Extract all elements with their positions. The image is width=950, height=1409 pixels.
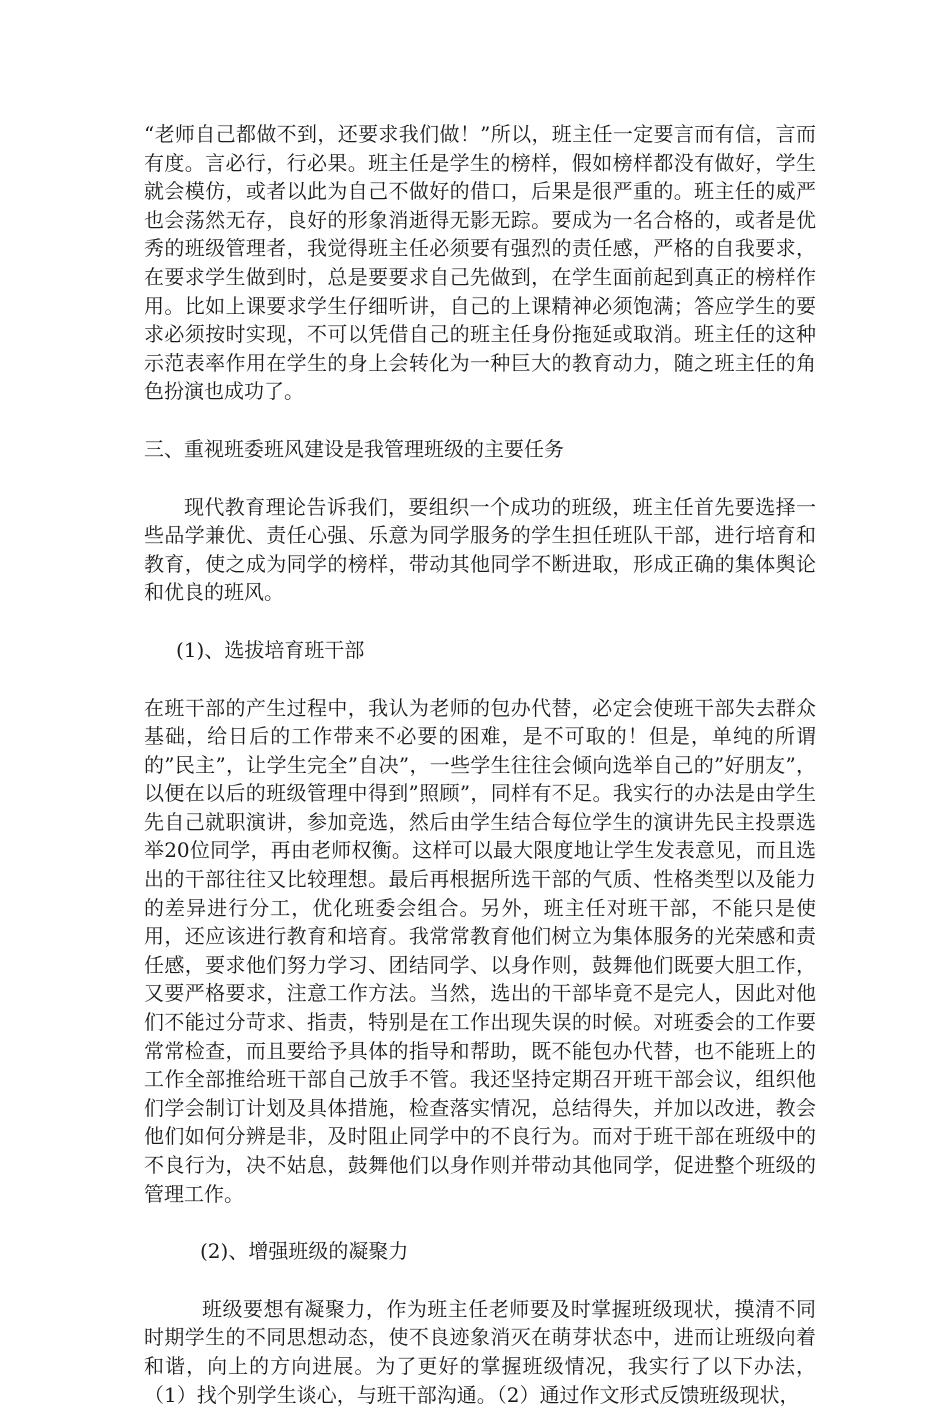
paragraph-role-model: “老师自己都做不到，还要求我们做！”所以，班主任一定要言而有信，言而有度。言必行，行必果。班主任是学生的榜样，假如榜样都没有做好，学生就会模仿，或者以此为自己不做好的借口，后果是很严重的。班主任的威严也会荡然无存，良好的形象消逝得无影无踪。要成为一名合格的，或者是优秀的班级管理者，我觉得班主任必须要有强烈的责任感，严格的自我要求，在要求学生做到时，总是要要求自己先做到，在学生面前起到真正的榜样作用。比如上课要求学生仔细听讲，自己的上课精神必须饱满；答应学生的要求必须按时实现，不可以凭借自己的班主任身份拖延或取消。班主任的这种示范表率作用在学生的身上会转化为一种巨大的教育动力，随之班主任的角色扮演也成功了。 (144, 122, 816, 404)
document-body (144, 120, 816, 1409)
subheading-cohesion: (2)、增强班级的凝聚力 (200, 1239, 409, 1264)
paragraph-modern-theory: 现代教育理论告诉我们，要组织一个成功的班级，班主任首先要选择一些品学兼优、责任心强、乐意为同学服务的学生担任班队干部，进行培育和教育，使之成为同学的榜样，带动其他同学不断进取，形成正确的集体舆论和优良的班风。 (144, 494, 816, 605)
spacer (144, 1208, 816, 1237)
paragraph-class-cohesion: 班级要想有凝聚力，作为班主任老师要及时掌握班级现状，摸清不同时期学生的不同思想动态，使不良迹象消灭在萌芽状态中，进而让班级向着和谐，向上的方向进展。为了更好的掌握班级情况，我实行了以下办法，（1）找个别学生谈心，与班干部沟通。（2）通过作文形式反馈班级现状， (144, 1296, 816, 1407)
spacer (144, 665, 816, 694)
subheading-select-cadres: (1)、选拔培育班干部 (176, 637, 365, 662)
section-heading-3: 三、重视班委班风建设是我管理班级的主要任务 (144, 436, 564, 461)
spacer (144, 406, 816, 435)
spacer (144, 464, 816, 493)
paragraph-cadre-selection: 在班干部的产生过程中，我认为老师的包办代替，必定会使班干部失去群众基础，给日后的工作带来不必要的困难，是不可取的！但是，单纯的所谓的”民主”，让学生完全”自决”，一些学生往往会倾向选举自己的”好朋友”，以便在以后的班级管理中得到”照顾”，同样有不足。我实行的办法是由学生先自己就职演讲，参加竞选，然后由学生结合每位学生的演讲先民主投票选举20位同学，再由老师权衡。这样可以最大限度地让学生发表意见，而且选出的干部往往又比较理想。最后再根据所选干部的气质、性格类型以及能力的差异进行分工，优化班委会组合。另外，班主任对班干部，不能只是使用，还应该进行教育和培育。我常常教育他们树立为集体服务的光荣感和责任感，要求他们努力学习、团结同学、以身作则，鼓舞他们既要大胆工作，又要严格要求，注意工作方法。当然，选出的干部毕竟不是完人，因此对他们不能过分苛求、指责，特别是在工作出现失误的时候。对班委会的工作要常常检查，而且要给予具体的指导和帮助，既不能包办代替，也不能班上的工作全部推给班干部自己放手不管。我还坚持定期召开班干部会议，组织他们学会制订计划及具体措施，检查落实情况，总结得失，并加以改进，教会他们如何分辨是非，及时阻止同学中的不良行为。而对于班干部在班级中的不良行为，决不姑息，鼓舞他们以身作则并带动其他同学，促进整个班级的管理工作。 (144, 695, 816, 1206)
spacer (144, 1266, 816, 1295)
spacer (144, 607, 816, 636)
